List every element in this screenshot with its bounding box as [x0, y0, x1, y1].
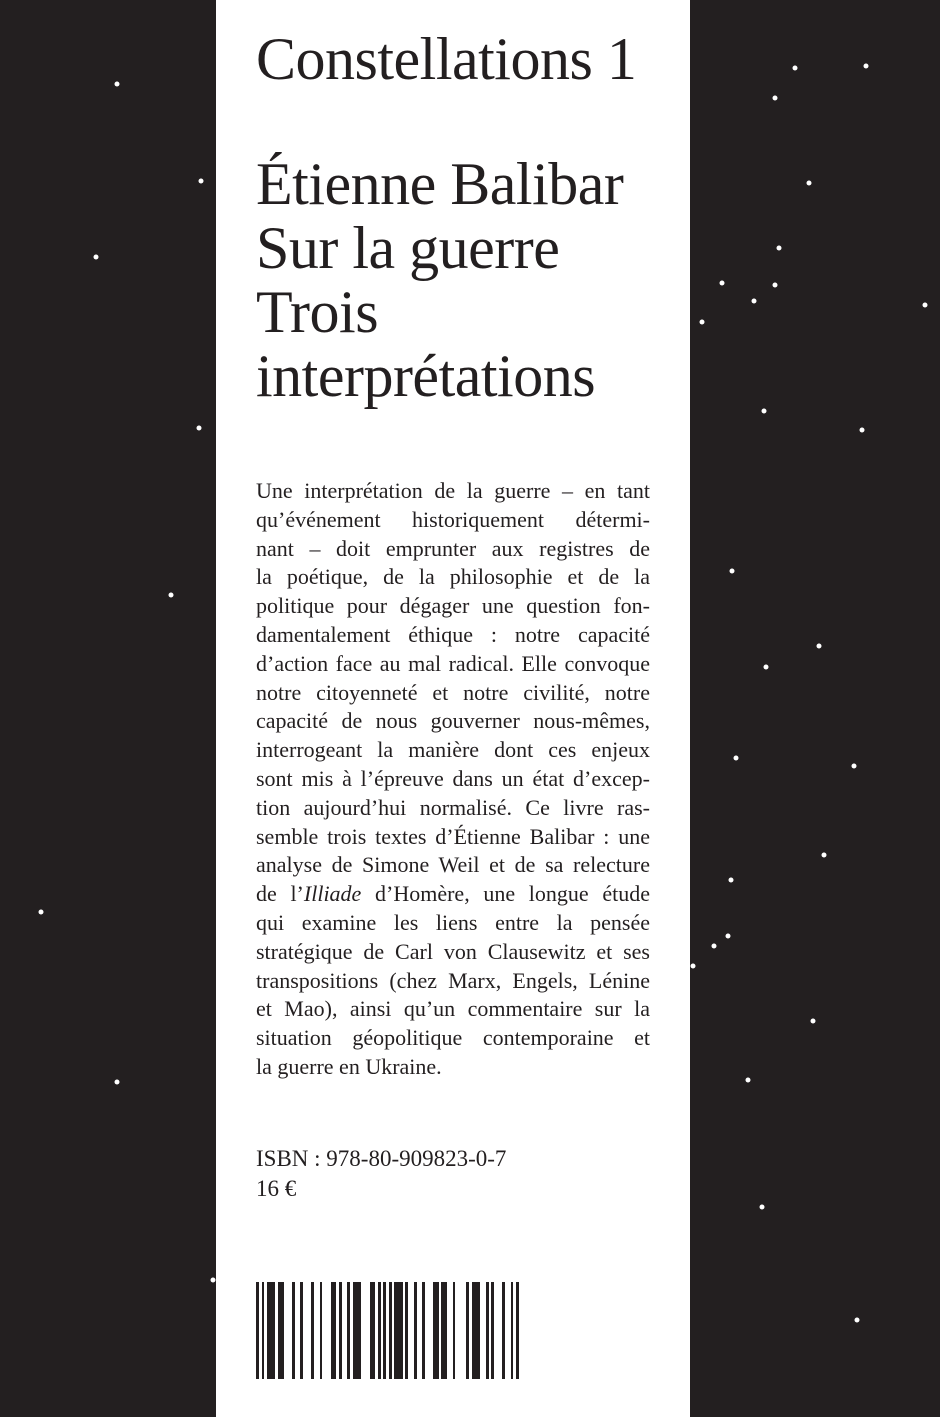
barcode-bar: [433, 1282, 439, 1379]
star-dot: [700, 320, 705, 325]
star-dot: [773, 283, 778, 288]
barcode-bar: [516, 1282, 519, 1379]
author-name: Étienne Balibar: [256, 151, 624, 217]
star-dot: [211, 1278, 216, 1283]
star-dot: [94, 255, 99, 260]
barcode-bar: [320, 1282, 323, 1379]
blurb-line: capacité de nous gouverner nous-mêmes,: [256, 708, 650, 734]
star-dot: [811, 1019, 816, 1024]
barcode-bar: [278, 1282, 284, 1379]
barcode-bar: [486, 1282, 489, 1379]
star-dot: [860, 428, 865, 433]
blurb-line: analyse de Simone Weil et de sa relecture: [256, 852, 650, 878]
star-dot: [199, 179, 204, 184]
barcode-bar: [311, 1282, 314, 1379]
star-dot: [817, 644, 822, 649]
star-dot: [197, 426, 202, 431]
blurb-line: sont mis à l’épreuve dans un état d’excep-: [256, 765, 650, 791]
blurb-line: interrogeant la manière dont ces enjeux: [256, 737, 650, 763]
barcode-bar: [491, 1282, 494, 1379]
star-dot: [773, 96, 778, 101]
barcode-bar: [453, 1282, 456, 1379]
blurb-line: tion aujourd’hui normalisé. Ce livre ras-: [256, 794, 650, 820]
barcode-bar: [267, 1282, 275, 1379]
blurb-line: transpositions (chez Marx, Engels, Lénine: [256, 967, 650, 993]
barcode-bar: [466, 1282, 469, 1379]
star-dot: [762, 409, 767, 414]
ean-barcode: [256, 1282, 519, 1379]
star-dot: [807, 181, 812, 186]
blurb-text: [256, 477, 650, 1082]
star-dot: [777, 246, 782, 251]
book-title-line: Trois: [256, 279, 379, 345]
barcode-bar: [472, 1282, 480, 1379]
star-dot: [760, 1205, 765, 1210]
isbn-line: ISBN : 978-80-909823-0-7: [256, 1146, 507, 1171]
blurb-line: damentalement éthique : notre capacité: [256, 621, 650, 647]
barcode-bar: [292, 1282, 295, 1379]
barcode-bar: [422, 1282, 425, 1379]
series-title: Constellations 1: [256, 26, 637, 92]
star-dot: [822, 853, 827, 858]
star-dot: [169, 593, 174, 598]
star-dot: [115, 82, 120, 87]
barcode-bar: [405, 1282, 408, 1379]
barcode-bar: [414, 1282, 417, 1379]
star-dot: [691, 964, 696, 969]
cover-panel: [216, 0, 690, 1417]
star-dot: [746, 1078, 751, 1083]
blurb-line: stratégique de Carl von Clausewitz et ses: [256, 938, 650, 964]
blurb-line: qui examine les liens entre la pensée: [256, 909, 650, 935]
star-dot: [855, 1318, 860, 1323]
star-dot: [730, 569, 735, 574]
barcode-bar: [389, 1282, 392, 1379]
blurb-line: situation géopolitique contemporaine et: [256, 1025, 650, 1051]
star-dot: [793, 66, 798, 71]
star-dot: [752, 299, 757, 304]
star-dot: [734, 756, 739, 761]
book-title-lines: [256, 216, 623, 408]
blurb-line: la guerre en Ukraine.: [256, 1053, 442, 1079]
barcode-bar: [394, 1282, 402, 1379]
book-title-line: interprétations: [256, 343, 596, 409]
blurb-line: de l’Illiade d’Homère, une longue étude: [256, 881, 651, 907]
blurb-line: Une interprétation de la guerre – en tant: [256, 478, 650, 503]
blurb-line: qu’événement historiquement détermi-: [256, 506, 650, 532]
star-dot: [923, 303, 928, 308]
barcode-bar: [502, 1282, 505, 1379]
colophon: [256, 1144, 506, 1204]
star-dot: [712, 944, 717, 949]
blurb-line: d’action face au mal radical. Elle convoque: [256, 650, 650, 676]
blurb-line: notre citoyenneté et notre civilité, notre: [256, 679, 650, 705]
blurb-line: semble trois textes d’Étienne Balibar : une: [256, 823, 650, 849]
price-line: 16 €: [256, 1176, 297, 1201]
title-block: [256, 152, 623, 408]
barcode-bar: [256, 1282, 259, 1379]
blurb-line: politique pour dégager une question fon-: [256, 593, 650, 619]
star-dot: [115, 1080, 120, 1085]
barcode-bar: [383, 1282, 386, 1379]
blurb-line: et Mao), ainsi qu’un commentaire sur la: [256, 996, 650, 1022]
book-title-line: Sur la guerre: [256, 215, 560, 281]
barcode-bar: [331, 1282, 337, 1379]
barcode-bar: [347, 1282, 350, 1379]
blurb-line: nant – doit emprunter aux registres de: [256, 535, 650, 561]
star-dot: [864, 64, 869, 69]
barcode-bar: [339, 1282, 342, 1379]
star-dot: [729, 878, 734, 883]
barcode-bar: [441, 1282, 447, 1379]
blurb-line: la poétique, de la philosophie et de la: [256, 564, 650, 590]
star-dot: [720, 281, 725, 286]
star-dot: [39, 910, 44, 915]
barcode-bar: [378, 1282, 381, 1379]
barcode-bar: [370, 1282, 376, 1379]
barcode-bar: [300, 1282, 303, 1379]
star-dot: [852, 764, 857, 769]
barcode-bar: [262, 1282, 265, 1379]
star-dot: [726, 934, 731, 939]
star-dot: [764, 665, 769, 670]
barcode-bar: [511, 1282, 514, 1379]
barcode-bar: [353, 1282, 361, 1379]
